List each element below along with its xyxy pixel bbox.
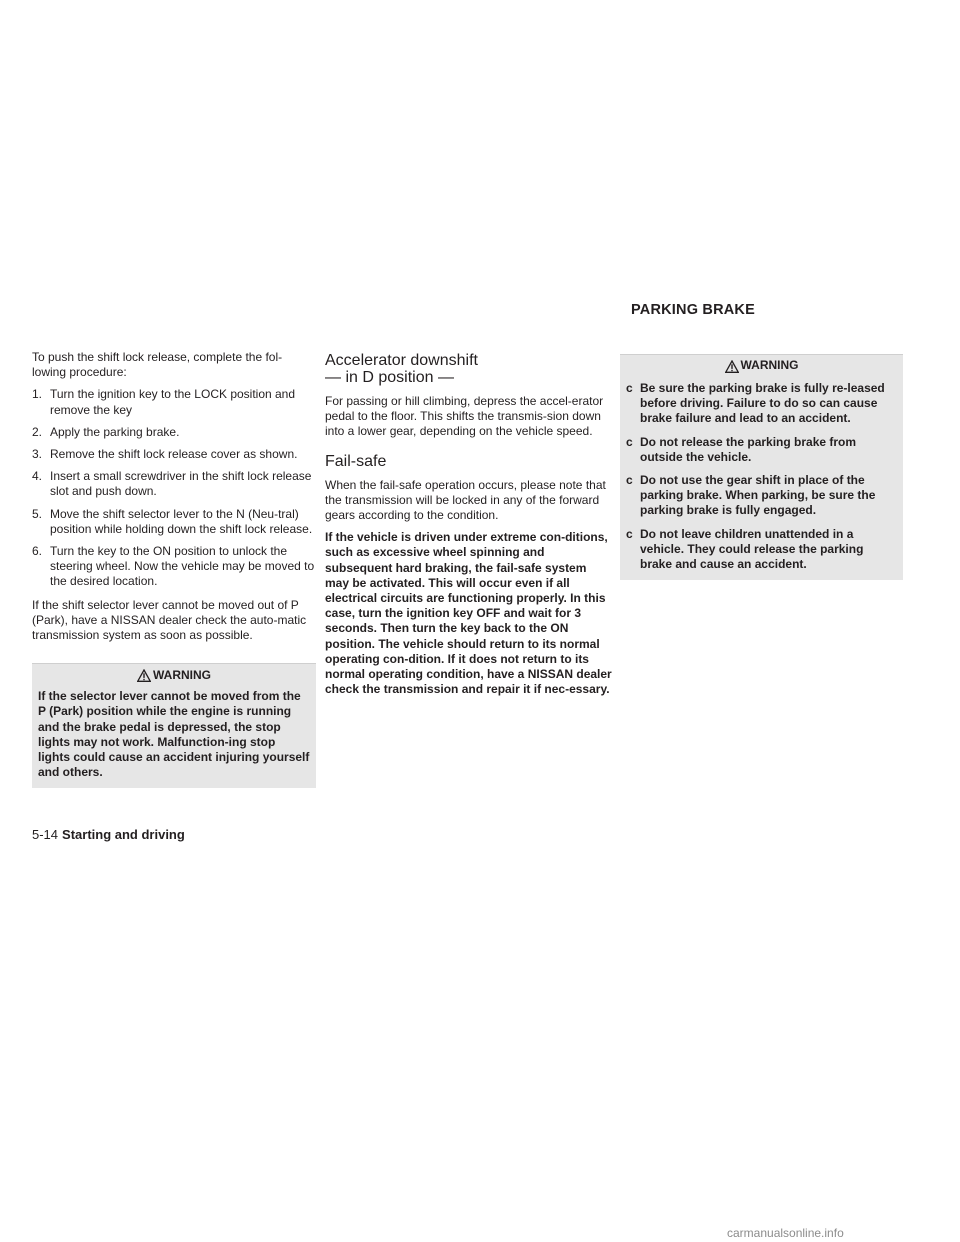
procedure-steps — [32, 387, 316, 589]
page-footer — [32, 827, 185, 842]
column-left — [32, 350, 316, 788]
step-item: 5. Move the shift selector lever to the N (Neu-tral) position while holding down the shift lock release. — [32, 506, 313, 536]
warning-triangle-icon — [725, 360, 739, 373]
heading-fail-safe: Fail-safe — [325, 452, 387, 470]
section-title: PARKING BRAKE — [631, 302, 755, 318]
warning-title: WARNING — [740, 358, 799, 373]
fail-safe-paragraph: When the fail-safe operation occurs, please note that the transmission will be locked in any of the forward gears according to the condition. — [325, 477, 606, 523]
warning-item: c Do not release the parking brake from outside the vehicle. — [626, 434, 857, 464]
watermark: carmanualsonline.info — [727, 1226, 844, 1240]
step-item: 3. Remove the shift lock release cover as shown. — [32, 447, 298, 462]
page-number: 5-14 — [32, 827, 59, 842]
warning-header — [38, 664, 310, 686]
step-item: 4. Insert a small screwdriver in the shift lock release slot and push down. — [32, 469, 312, 499]
warning-triangle-icon — [137, 669, 151, 682]
column-middle — [325, 352, 612, 704]
warning-box — [32, 663, 316, 788]
warning-item: c Be sure the parking brake is fully re-leased before driving. Failure to do so can cause brake failure and lead to an accident. — [626, 381, 885, 426]
step-item: 1. Turn the ignition key to the LOCK position and remove the key — [32, 387, 296, 417]
chapter-title: Starting and driving — [62, 827, 185, 842]
warning-header — [626, 355, 897, 377]
warning-item: c Do not use the gear shift in place of the parking brake. When parking, be sure the parking brake is fully engaged. — [626, 473, 876, 518]
after-steps-paragraph: If the shift selector lever cannot be moved out of P (Park), have a NISSAN dealer check the auto-matic transmission system as soon as possible. — [32, 597, 307, 643]
warning-item: c Do not leave children unattended in a vehicle. They could release the parking brake and cause an accident. — [626, 526, 864, 572]
step-item: 2. Apply the parking brake. — [32, 424, 180, 439]
warning-title: WARNING — [153, 667, 211, 682]
warning-text: If the selector lever cannot be moved from the P (Park) position while the engine is running and the brake pedal is depressed, the stop lights may not work. Malfunction-ing stop lights could cause an accident injuring yourself and others. — [38, 689, 310, 780]
step-item: 6. Turn the key to the ON position to unlock the steering wheel. Now the vehicle may be moved to the desired location. — [32, 544, 315, 589]
warning-list — [626, 381, 897, 572]
heading-accelerator-downshift: Accelerator downshift — in D position — — [325, 352, 478, 386]
column-right — [620, 354, 903, 580]
fail-safe-bold-paragraph: If the vehicle is driven under extreme con-ditions, such as excessive wheel spinning and subsequent hard braking, the fail-safe system may be activated. This will occur even if all electrical circuits are functioning properly. In this case, turn the ignition key OFF and wait for 3 seconds. Then turn the key back to the ON position. The vehicle should return to its normal operating con-dition. If it does not return to its normal operating condition, have a NISSAN dealer check the transmission and repair it if nec-essary. — [325, 530, 612, 697]
intro-paragraph: To push the shift lock release, complete the fol-lowing procedure: — [32, 350, 283, 380]
accelerator-paragraph: For passing or hill climbing, depress the accel-erator pedal to the floor. This shifts the transmis-sion down into a lower gear, depending on the vehicle speed. — [325, 394, 604, 439]
parking-brake-warning-box — [620, 354, 903, 580]
